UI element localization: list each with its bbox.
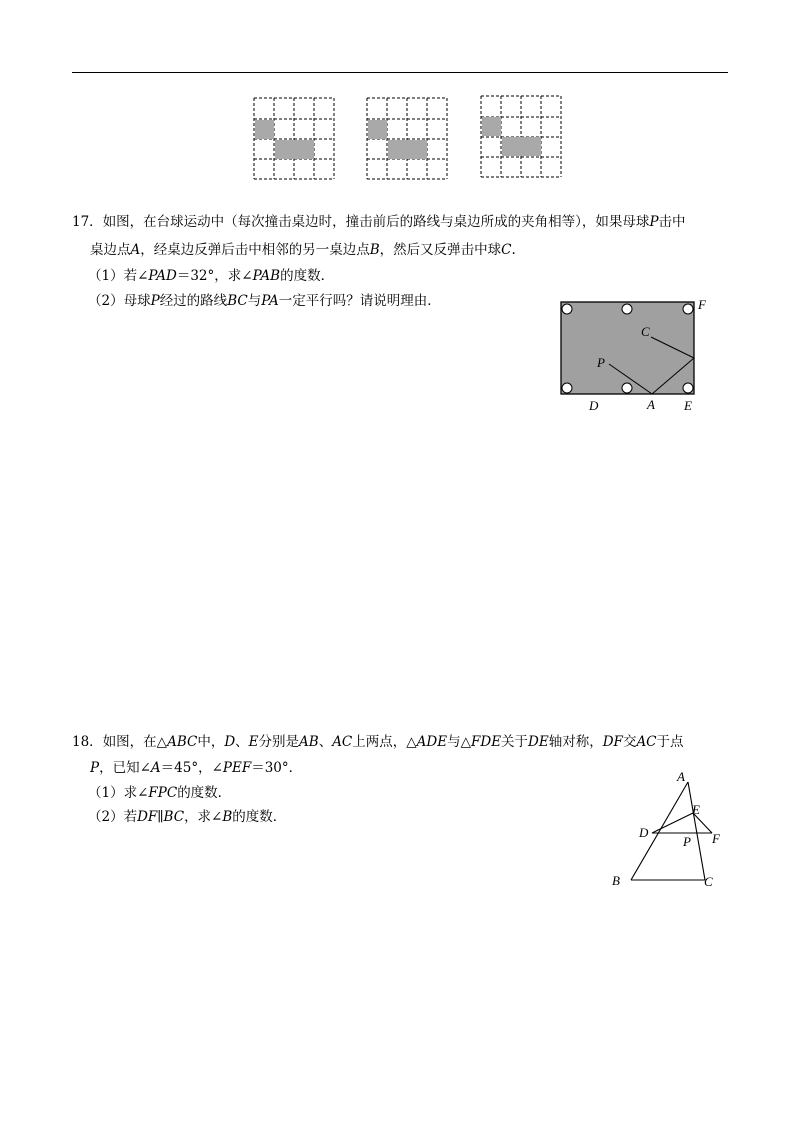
q18-part2: （2）若DF∥BC，求∠B的度数． [88, 809, 287, 825]
label-A: A [647, 397, 655, 412]
label-D: D [639, 825, 649, 840]
label-P: P [597, 355, 605, 370]
billiards-figure [552, 294, 722, 420]
label-A: A [677, 769, 685, 784]
q17-line1: 17．如图，在台球运动中（每次撞击桌边时，撞击前后的路线与桌边所成的夹角相等），如果母球P击中 [72, 214, 686, 230]
q17-part2: （2）母球P经过的路线BC与PA一定平行吗？请说明理由． [88, 293, 441, 309]
q18-number: 18． [72, 734, 103, 750]
label-E: E [692, 802, 700, 817]
shaded-square [368, 120, 387, 139]
segment-DE [652, 813, 693, 833]
label-F: F [698, 297, 706, 312]
q18-line2: P，已知∠A＝45°，∠PEF＝30°． [90, 760, 303, 776]
label-C: C [704, 874, 713, 889]
label-E: E [684, 398, 692, 413]
segment-AC [688, 782, 705, 880]
label-C: C [641, 324, 650, 339]
shaded-square [255, 120, 274, 139]
pocket-top-middle [622, 304, 632, 314]
pocket-top-left [562, 304, 572, 314]
header-rule [72, 72, 728, 73]
pocket-bottom-right [683, 383, 693, 393]
pocket-top-right [683, 304, 693, 314]
label-F: F [712, 831, 720, 846]
shaded-rect [275, 140, 314, 159]
q18-part1: （1）求∠FPC的度数． [88, 785, 232, 801]
shaded-rect [502, 137, 541, 156]
grid-figure-1 [253, 96, 337, 182]
shaded-rect [388, 140, 427, 159]
grid-figure-2 [366, 96, 450, 182]
q17-part1: （1）若∠PAD＝32°，求∠PAB的度数． [88, 268, 335, 284]
label-D: D [589, 398, 599, 413]
shaded-square [482, 117, 501, 136]
triangle-figure [604, 764, 734, 894]
grid-figure-3 [480, 94, 564, 180]
label-P: P [683, 834, 691, 849]
q18-line1: 18．如图，在△ABC中，D、E分别是AB、AC上两点，△ADE与△FDE关于DE轴对称，DF交AC于点 [72, 734, 684, 750]
label-B: B [612, 873, 620, 888]
pocket-bottom-middle [622, 383, 632, 393]
q17-number: 17． [72, 214, 103, 230]
q17-line2: 桌边点A，经桌边反弹后击中相邻的另一桌边点B，然后又反弹击中球C. [90, 242, 516, 258]
pocket-bottom-left [562, 383, 572, 393]
